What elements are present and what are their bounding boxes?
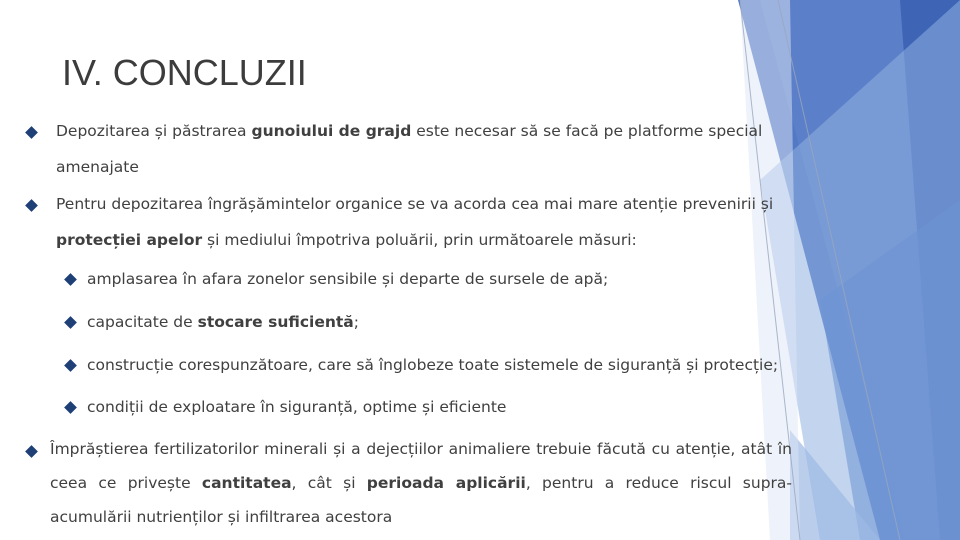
bullet-2-text: Pentru depozitarea îngrășămintelor organice se va acorda cea mai mare atenție prevenirii și xyxy=(56,195,774,213)
bullet-1-bold-text: gunoiului de grajd xyxy=(251,122,412,140)
sub-bullet-4-text: condiții de exploatare în siguranță, optime și eficiente xyxy=(87,398,507,416)
sub-bullet-2-bold-text: stocare suficientă xyxy=(197,313,354,331)
sub-bullet-1 xyxy=(87,261,767,297)
bullet-3-text: Împrăștierea fertilizatorilor minerali și a dejecțiilor animaliere trebuie făcută cu atenție, atât în ceea ce privește xyxy=(50,440,792,492)
sub-bullet-2 xyxy=(87,304,767,340)
bullet-3-text-end: , pentru a reduce riscul supra-acumulării nutrienților și infiltrarea acestora xyxy=(50,474,792,526)
sub-bullet-1-text: amplasarea în afara zonelor sensibile și departe de sursele de apă; xyxy=(87,270,609,288)
bullet-3-text-mid: , cât și xyxy=(291,474,367,492)
bullet-1-text: Depozitarea și păstrarea xyxy=(56,122,252,140)
sub-bullet-3 xyxy=(87,347,807,383)
bullet-3-bold-text-1: cantitatea xyxy=(201,474,292,492)
bullet-1-text-end: este necesar să se facă pe platforme special amenajate xyxy=(56,122,763,176)
bullet-3 xyxy=(50,432,792,534)
sub-bullet-3-text: construcție corespunzătoare, care să înglobeze toate sistemele de siguranță și protecție; xyxy=(87,356,779,374)
bullet-2-bold-text: protecției apelor xyxy=(56,231,203,249)
sub-bullet-4 xyxy=(87,389,767,425)
bullet-2 xyxy=(56,186,796,258)
slide-title: IV. CONCLUZII xyxy=(62,52,307,93)
sub-bullet-2-text-end: ; xyxy=(353,313,359,331)
bullet-3-bold-text-2: perioada aplicării xyxy=(366,474,526,492)
sub-bullet-2-text: capacitate de xyxy=(87,313,198,331)
bullet-1 xyxy=(56,113,792,185)
bullet-2-text-end: și mediului împotriva poluării, prin următoarele măsuri: xyxy=(202,231,637,249)
